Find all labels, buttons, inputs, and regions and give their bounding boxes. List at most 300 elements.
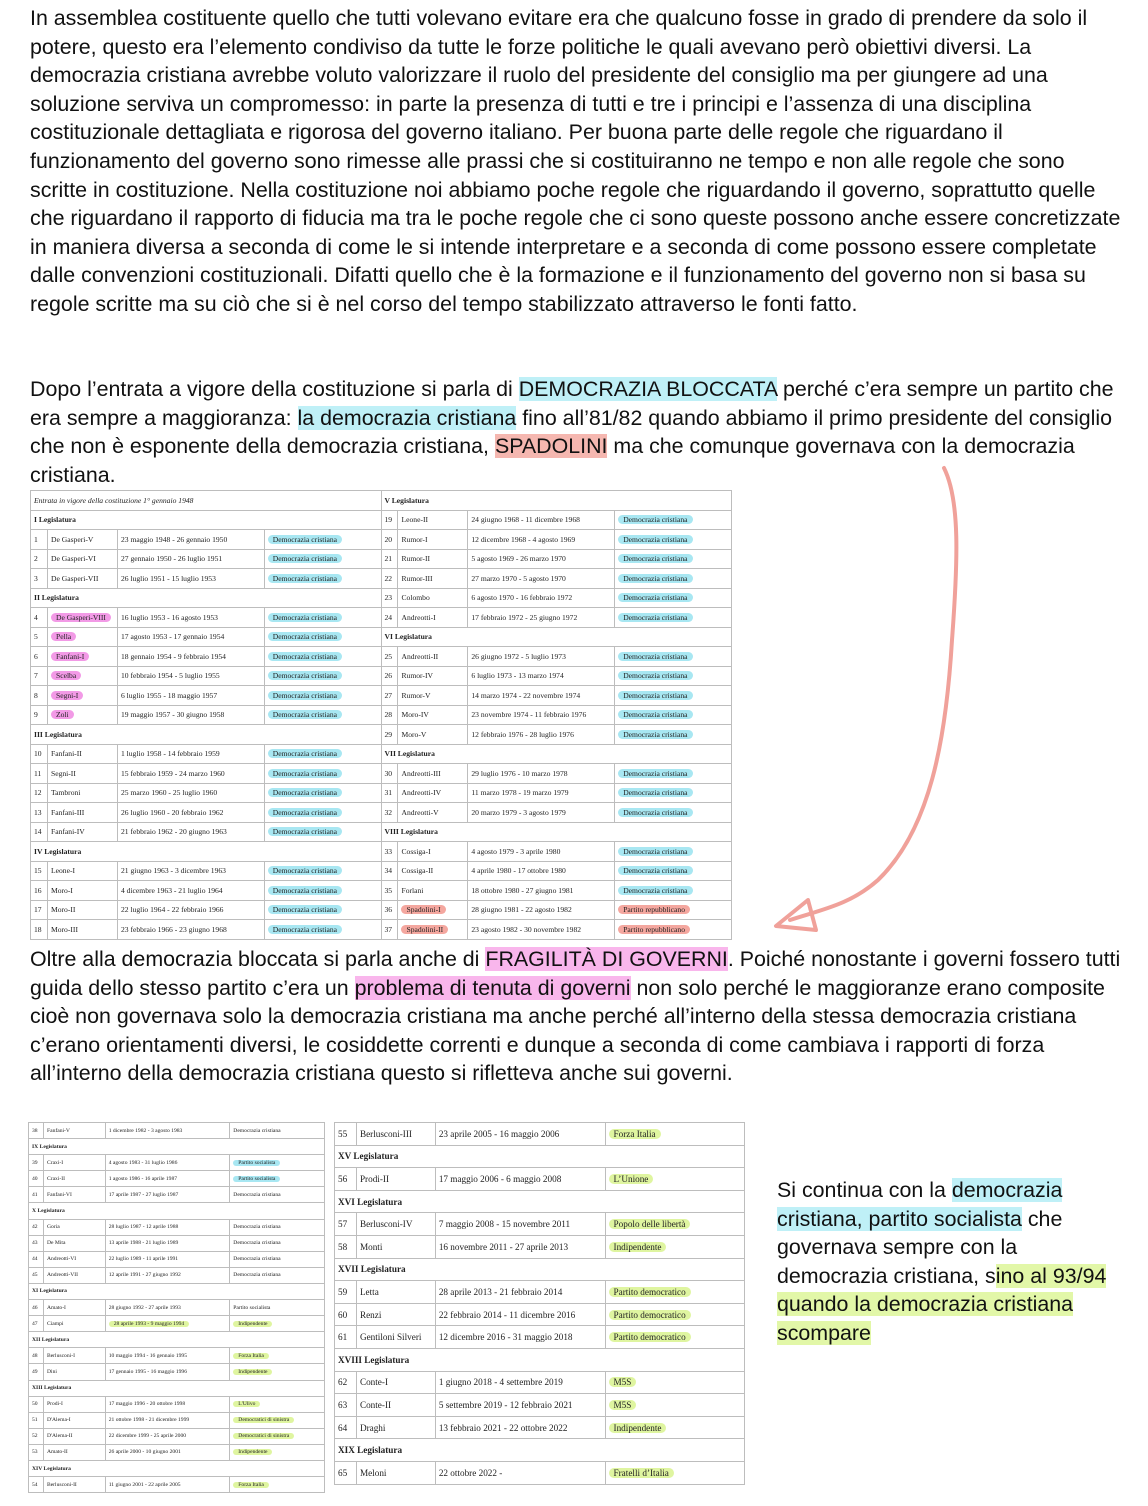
gov-number [335,1416,357,1439]
gov-dates-text: 26 aprile 2000 - 10 giugno 2001 [108,1449,181,1456]
gov-name [356,1394,435,1417]
gov-party [615,686,732,706]
gov-dates-text: 17 febbraio 1972 - 25 giugno 1972 [471,612,578,622]
gov-name [47,666,117,686]
gov-party-text: L’Unione [609,1174,654,1184]
table-row [31,705,732,725]
gov-number-text: 43 [32,1240,38,1247]
gov-number [31,764,48,784]
gov-number [31,881,48,901]
gov-name [356,1281,435,1304]
gov-number-text: 35 [384,885,393,895]
gov-name-text: Monti [359,1241,383,1252]
governments-table-2005-2022 [334,1122,745,1485]
gov-dates [468,842,615,862]
gov-name [398,569,468,589]
gov-party-text: Democrazia cristiana [268,905,342,914]
legislature-header [381,744,732,764]
gov-number [335,1123,357,1146]
gov-number-text: 32 [384,807,393,817]
gov-dates [105,1444,230,1460]
gov-dates-text: 4 dicembre 1963 - 21 luglio 1964 [120,885,223,895]
gov-number [335,1213,357,1236]
table-row [29,1187,325,1203]
table-row [31,861,732,881]
gov-party [615,881,732,901]
table-row [31,783,732,803]
gov-party [230,1155,325,1171]
gov-dates-text: 23 febbraio 1966 - 23 giugno 1968 [120,924,227,934]
gov-number-text: 59 [338,1286,348,1297]
table-row [335,1326,745,1349]
gov-dates-text: 15 febbraio 1959 - 24 marzo 1960 [120,768,225,778]
gov-dates [468,803,615,823]
gov-name [43,1300,105,1316]
gov-party-text: Partito democratico [609,1310,691,1320]
gov-dates-text: 22 luglio 1964 - 22 febbraio 1966 [120,905,224,915]
gov-name-text: Scelba [51,671,81,680]
gov-party-text: Democrazia cristiana [268,886,342,895]
gov-name-text: Goria [46,1224,60,1231]
gov-party [605,1168,744,1191]
gov-name [47,920,117,940]
gov-dates-text: 16 novembre 2011 - 27 aprile 2013 [438,1241,569,1252]
gov-number-text: 4 [34,612,38,622]
gov-party-text: Democrazia cristiana [268,749,342,758]
gov-name [398,920,468,940]
gov-number-text: 7 [34,671,38,681]
gov-party-text: Popolo delle libertà [609,1219,691,1229]
gov-party-text: Democrazia cristiana [233,1240,281,1247]
gov-name [43,1171,105,1187]
gov-number [31,549,48,569]
gov-number [29,1300,44,1316]
gov-number [381,647,398,667]
gov-number-text: 25 [384,651,393,661]
gov-dates-text: 17 aprile 1987 - 27 luglio 1987 [108,1191,179,1198]
table-row [31,842,732,862]
gov-dates-text: 6 luglio 1955 - 18 maggio 1957 [120,690,218,700]
gov-name-text: Meloni [359,1467,387,1478]
gov-dates [468,510,615,530]
gov-name-text: De Gasperi-VII [50,573,99,583]
table-row [29,1267,325,1283]
gov-dates [117,647,264,667]
gov-party [264,744,381,764]
gov-party [615,588,732,608]
table-row [29,1444,325,1460]
gov-name [43,1219,105,1235]
table-row [335,1371,745,1394]
gov-party-text: Democratici di sinistra [233,1417,294,1423]
legislature-header-text: XIV Legislatura [32,1465,71,1472]
gov-name-text: Berlusconi-IV [359,1219,413,1230]
gov-name-text: Fanfani-IV [50,827,85,837]
gov-name-text: Conte-I [359,1377,389,1388]
gov-number-text: 49 [32,1368,38,1375]
table-row [29,1123,325,1139]
gov-name-text: D'Alema-II [46,1433,73,1440]
gov-name-text: De Gasperi-VI [50,554,96,564]
gov-party-text: Forza Italia [233,1353,269,1359]
gov-number-text: 41 [32,1191,38,1198]
gov-dates [117,822,264,842]
legislature-header [381,491,732,511]
gov-dates-text: 18 ottobre 1980 - 27 giugno 1981 [471,885,574,895]
gov-number [381,666,398,686]
gov-name [47,900,117,920]
gov-dates-text: 19 maggio 1957 - 30 giugno 1958 [120,710,225,720]
gov-number [31,900,48,920]
legislature-header [29,1380,325,1396]
legislature-header [335,1258,745,1281]
legislature-header-text: IV Legislatura [34,846,82,856]
gov-party-text: Democrazia cristiana [618,866,692,875]
gov-number [335,1461,357,1484]
gov-name [47,647,117,667]
gov-party [264,822,381,842]
gov-number-text: 8 [34,690,38,700]
gov-party-text: Indipendente [609,1423,667,1433]
gov-dates [105,1428,230,1444]
text-segment: Oltre alla democrazia bloccata si parla anche di [30,947,486,971]
gov-party [230,1412,325,1428]
gov-dates [468,881,615,901]
gov-dates [117,920,264,940]
gov-party-text: Democrazia cristiana [268,671,342,680]
gov-party-text: Partito socialista [233,1160,280,1166]
gov-name [356,1303,435,1326]
legislature-header [29,1283,325,1299]
gov-dates [117,900,264,920]
gov-party [264,569,381,589]
gov-party-text: M5S [609,1377,637,1387]
gov-number-text: 17 [34,905,42,915]
gov-party [264,705,381,725]
gov-number-text: 40 [32,1175,38,1182]
gov-number-text: 63 [338,1399,348,1410]
gov-dates [117,764,264,784]
gov-dates-text: 17 maggio 1996 - 20 ottobre 1998 [108,1401,186,1408]
legislature-header [29,1332,325,1348]
gov-name-text: Ciampi [46,1320,64,1327]
gov-party [264,666,381,686]
paragraph-fragilita [30,945,1122,1088]
gov-number [31,608,48,628]
gov-dates [468,783,615,803]
gov-party-text: Democrazia cristiana [268,535,342,544]
gov-dates-text: 16 luglio 1953 - 16 agosto 1953 [120,612,218,622]
side-note [777,1176,1127,1348]
gov-number-text: 27 [384,690,393,700]
legislature-header-text: XIII Legislatura [32,1385,72,1392]
table-row [29,1316,325,1332]
gov-dates [105,1187,230,1203]
gov-number [381,549,398,569]
gov-party-text: Democrazia cristiana [268,574,342,583]
legislature-header [31,510,382,530]
gov-number [29,1396,44,1412]
gov-dates-text: 10 maggio 1994 - 16 gennaio 1995 [108,1352,188,1359]
gov-name [43,1155,105,1171]
gov-dates-text: 1 agosto 1986 - 16 aprile 1987 [108,1175,178,1182]
legislature-header-text: VII Legislatura [384,749,435,759]
gov-number [335,1168,357,1191]
table-row [29,1477,325,1493]
gov-party-text: M5S [609,1400,637,1410]
table-row [335,1439,745,1462]
gov-name-text: Forlani [401,885,424,895]
gov-number-text: 28 [384,710,393,720]
table-row [31,510,732,530]
gov-dates-text: 5 settembre 2019 - 12 febbraio 2021 [438,1399,573,1410]
gov-dates [105,1155,230,1171]
gov-dates [105,1316,230,1332]
gov-name-text: Rumor-V [401,690,431,700]
table-row [335,1190,745,1213]
gov-dates-text: 17 agosto 1953 - 17 gennaio 1954 [120,632,225,642]
gov-number [335,1394,357,1417]
gov-dates [435,1123,605,1146]
gov-party-text: Partito repubblicano [618,925,690,934]
table-row [29,1300,325,1316]
gov-name-text: Moro-V [401,729,427,739]
gov-party [615,569,732,589]
gov-number-text: 62 [338,1377,348,1388]
table-row [29,1171,325,1187]
gov-name [398,647,468,667]
gov-party-text: Democrazia cristiana [618,847,692,856]
gov-number [29,1155,44,1171]
gov-number-text: 65 [338,1467,348,1478]
gov-name-text: De Mita [46,1240,66,1247]
gov-party-text: Democrazia cristiana [268,925,342,934]
gov-party-text: Democrazia cristiana [268,710,342,719]
gov-party [264,920,381,940]
gov-name-text: Conte-II [359,1399,392,1410]
gov-party [615,783,732,803]
table-row [335,1168,745,1191]
gov-number [335,1326,357,1349]
legislature-header [335,1439,745,1462]
gov-name-text: Leone-II [401,515,429,525]
gov-party [230,1428,325,1444]
gov-name [398,549,468,569]
gov-name-text: Pella [51,632,76,641]
gov-number [381,842,398,862]
gov-number-text: 19 [384,515,393,525]
gov-number-text: 24 [384,612,393,622]
gov-party-text: Partito socialista [233,1176,280,1182]
gov-number [29,1412,44,1428]
gov-dates [105,1348,230,1364]
gov-party-text: Democrazia cristiana [268,827,342,836]
gov-number-text: 5 [34,632,38,642]
gov-party [230,1348,325,1364]
gov-party [264,530,381,550]
gov-name-text: Rumor-IV [401,671,433,681]
gov-name [356,1371,435,1394]
gov-party-text: Democrazia cristiana [618,574,692,583]
table-row [335,1145,745,1168]
gov-number [29,1219,44,1235]
gov-party [605,1123,744,1146]
gov-name [398,588,468,608]
gov-number [335,1371,357,1394]
gov-party-text: Democrazia cristiana [268,788,342,797]
gov-party-text: Democrazia cristiana [268,613,342,622]
gov-name [47,783,117,803]
gov-party-text: Partito democratico [609,1332,691,1342]
gov-name [43,1187,105,1203]
gov-name [43,1251,105,1267]
gov-dates [105,1219,230,1235]
gov-dates-text: 23 maggio 1948 - 26 gennaio 1950 [120,534,228,544]
legislature-header [31,725,382,745]
gov-party [605,1213,744,1236]
gov-party-text: Democrazia cristiana [233,1256,281,1263]
table-row [31,881,732,901]
gov-party [615,705,732,725]
gov-party-text: Democrazia cristiana [618,652,692,661]
gov-name-text: Spadolini-II [401,925,448,934]
gov-number-text: 9 [34,710,38,720]
legislature-header-text: V Legislatura [384,495,429,505]
gov-party-text: Democrazia cristiana [618,730,692,739]
table-row [29,1219,325,1235]
table-row [31,588,732,608]
gov-number [31,803,48,823]
gov-number-text: 14 [34,827,42,837]
text-segment: . Poiché nonostante i governi fossero tutti guida dello stesso partito c’era un [30,947,1121,1000]
text-segment: fino all’81/82 quando abbiamo il primo presidente del consiglio che non è esponente della democrazia cristiana, [30,405,1113,459]
gov-dates [117,569,264,589]
gov-number-text: 21 [384,554,393,564]
gov-party [605,1416,744,1439]
gov-name-text: Segni-II [50,768,76,778]
gov-number-text: 48 [32,1352,38,1359]
gov-name [43,1267,105,1283]
gov-dates [435,1371,605,1394]
legislature-header-text: VIII Legislatura [384,827,438,837]
gov-party [605,1371,744,1394]
text-segment: Dopo l’entrata a vigore della costituzione si parla di [30,377,519,401]
gov-party [230,1267,325,1283]
gov-name [43,1428,105,1444]
gov-name-text: Moro-IV [401,710,429,720]
legislature-header-text: XVII Legislatura [338,1264,406,1275]
gov-dates [435,1461,605,1484]
gov-number-text: 3 [34,573,38,583]
gov-number-text: 53 [32,1449,38,1456]
gov-number [31,627,48,647]
gov-dates-text: 28 aprile 2013 - 21 febbraio 2014 [438,1286,563,1297]
gov-dates-text: 12 dicembre 1968 - 4 agosto 1969 [471,534,576,544]
gov-number-text: 55 [338,1128,348,1139]
gov-party [605,1303,744,1326]
legislature-header [29,1139,325,1155]
gov-number [381,783,398,803]
gov-party-text: Forza Italia [233,1482,269,1488]
gov-name-text: Renzi [359,1309,382,1320]
gov-number-text: 2 [34,554,38,564]
gov-name-text: Berlusconi-III [359,1128,412,1139]
gov-number [29,1187,44,1203]
table-row [335,1281,745,1304]
gov-number-text: 56 [338,1173,348,1184]
gov-name-text: Cossiga-I [401,846,431,856]
gov-party-text: Democrazia cristiana [618,593,692,602]
gov-name-text: Craxi-I [46,1159,64,1166]
gov-name-text: Rumor-I [401,534,428,544]
gov-dates [468,686,615,706]
legislature-header-text: XVIII Legislatura [338,1354,410,1365]
table-row [31,627,732,647]
table-row [335,1235,745,1258]
gov-number-text: 1 [34,534,38,544]
gov-dates [117,666,264,686]
gov-dates-text: 26 luglio 1960 - 20 febbraio 1962 [120,807,224,817]
gov-number [29,1428,44,1444]
gov-number-text: 44 [32,1256,38,1263]
gov-party [230,1477,325,1493]
gov-dates-text: 22 luglio 1989 - 11 aprile 1991 [108,1256,179,1263]
gov-dates-text: 26 luglio 1951 - 15 luglio 1953 [120,573,216,583]
gov-dates [117,530,264,550]
text-segment: ma che comunque governava con la democrazia cristiana. [30,434,1075,487]
gov-dates [117,861,264,881]
gov-name-text: Dini [46,1368,57,1375]
gov-number [381,920,398,940]
gov-dates [117,881,264,901]
gov-name-text: Cossiga-II [401,866,434,876]
legislature-header [335,1145,745,1168]
gov-party-text: Democrazia cristiana [268,808,342,817]
gov-name [47,530,117,550]
gov-number-text: 39 [32,1159,38,1166]
gov-number [381,705,398,725]
legislature-header-text: XII Legislatura [32,1336,70,1343]
gov-name-text: Andreotti-V [401,807,439,817]
gov-number [29,1267,44,1283]
gov-name [356,1168,435,1191]
gov-party-text: Indipendente [233,1449,272,1455]
gov-number [29,1477,44,1493]
gov-dates-text: 1 giugno 2018 - 4 settembre 2019 [438,1377,563,1388]
text-segment: non solo perché le maggioranze erano composite cioè non governava solo la democrazia cristiana ma anche perché all’interno della stessa democrazia cristiana c’erano orientamenti diversi, le cosiddette correnti e dunque a seconda di come cambiava i rapporti di forza all’interno della democrazia cristiana questo si rifletteva anche sui governi. [30,975,1105,1086]
gov-party [605,1281,744,1304]
gov-name [398,608,468,628]
gov-party [605,1394,744,1417]
gov-dates-text: 12 febbraio 1976 - 28 luglio 1976 [471,729,574,739]
gov-name-text: D'Alema-I [46,1417,71,1424]
gov-name [398,764,468,784]
gov-name [398,725,468,745]
gov-party-text: Democrazia cristiana [268,632,342,641]
gov-number [29,1235,44,1251]
gov-party-text: Democrazia cristiana [233,1224,281,1231]
gov-name-text: Draghi [359,1422,386,1433]
table-row [29,1412,325,1428]
gov-number-text: 54 [32,1481,38,1488]
legislature-header-text: II Legislatura [34,593,79,603]
gov-dates-text: 1 dicembre 1982 - 3 agosto 1983 [108,1127,183,1134]
gov-party-text: Democrazia cristiana [618,808,692,817]
gov-party-text: Indipendente [233,1321,272,1327]
gov-name [356,1416,435,1439]
table-row [31,647,732,667]
gov-party [615,666,732,686]
